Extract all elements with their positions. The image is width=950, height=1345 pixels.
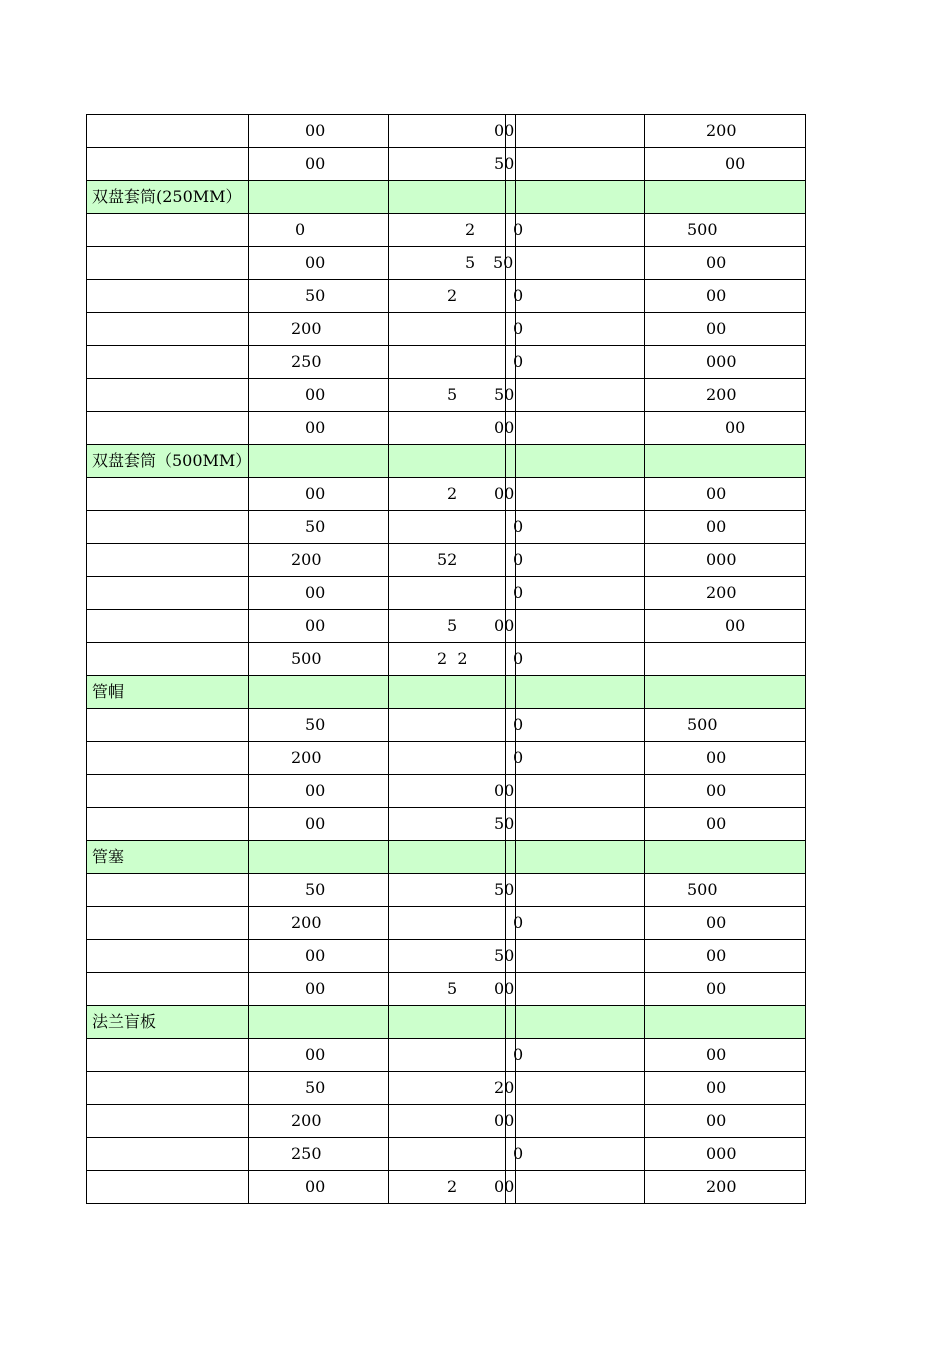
grid-line	[505, 709, 506, 742]
size-cell: 50	[305, 880, 326, 899]
size-cell: 250	[291, 352, 322, 371]
qty-cell: 200	[706, 385, 737, 404]
table-row	[86, 1138, 806, 1171]
table-row	[86, 643, 806, 676]
grid-line	[388, 841, 389, 874]
grid-line	[388, 940, 389, 973]
grid-line	[644, 280, 645, 313]
size-cell: 00	[305, 1177, 326, 1196]
qty-cell: 00	[725, 154, 746, 173]
category-cell	[87, 412, 248, 444]
qty-cell: 000	[706, 550, 737, 569]
size-cell: 50	[305, 286, 326, 305]
grid-line	[388, 1138, 389, 1171]
grid-line	[505, 181, 506, 214]
size-cell: 200	[291, 1111, 322, 1130]
grid-line	[248, 742, 249, 775]
category-cell: 双盘套筒（500MM）	[92, 451, 252, 470]
grid-line	[248, 1105, 249, 1138]
table-row	[86, 577, 806, 610]
grid-line	[505, 511, 506, 544]
table-row	[86, 478, 806, 511]
grid-line	[248, 676, 249, 709]
table-row	[86, 940, 806, 973]
qty-cell: 500	[687, 715, 718, 734]
value-cell-right: 0	[513, 286, 524, 305]
grid-line	[505, 643, 506, 676]
table-row	[86, 1039, 806, 1072]
table-row	[86, 709, 806, 742]
category-cell: 管塞	[92, 847, 125, 866]
grid-line	[644, 940, 645, 973]
grid-line	[644, 676, 645, 709]
grid-line	[515, 940, 516, 973]
category-cell	[87, 544, 248, 576]
grid-line	[248, 1072, 249, 1105]
grid-line	[505, 214, 506, 247]
grid-line	[388, 478, 389, 511]
grid-line	[644, 115, 645, 148]
grid-line	[248, 115, 249, 148]
qty-cell: 00	[706, 286, 727, 305]
qty-cell: 500	[687, 220, 718, 239]
category-cell	[87, 973, 248, 1005]
grid-line	[388, 148, 389, 181]
grid-line	[515, 247, 516, 280]
grid-line	[505, 742, 506, 775]
qty-cell: 200	[706, 121, 737, 140]
grid-line	[644, 445, 645, 478]
grid-line	[515, 676, 516, 709]
value-cell-right: 0	[513, 1144, 524, 1163]
size-cell: 250	[291, 1144, 322, 1163]
grid-line	[515, 115, 516, 148]
grid-line	[388, 709, 389, 742]
value-cell-right: 0	[513, 220, 524, 239]
category-cell	[87, 775, 248, 807]
grid-line	[644, 346, 645, 379]
qty-cell: 00	[706, 748, 727, 767]
qty-cell: 00	[706, 913, 727, 932]
grid-line	[644, 1171, 645, 1204]
size-cell: 50	[305, 517, 326, 536]
table-row	[86, 907, 806, 940]
section-header-row	[86, 1006, 806, 1039]
grid-line	[388, 511, 389, 544]
grid-line	[515, 1006, 516, 1039]
qty-cell: 00	[706, 319, 727, 338]
size-cell: 200	[291, 913, 322, 932]
category-cell: 法兰盲板	[92, 1012, 157, 1031]
grid-line	[515, 1105, 516, 1138]
grid-line	[388, 445, 389, 478]
size-cell: 200	[291, 550, 322, 569]
value-cell-left: 2	[465, 220, 476, 239]
size-cell: 00	[305, 484, 326, 503]
table-row	[86, 511, 806, 544]
qty-cell: 000	[706, 1144, 737, 1163]
grid-line	[248, 280, 249, 313]
size-cell: 00	[305, 385, 326, 404]
size-cell: 200	[291, 319, 322, 338]
table-row	[86, 1171, 806, 1204]
table-row	[86, 610, 806, 643]
grid-line	[515, 973, 516, 1006]
table-row	[86, 544, 806, 577]
category-cell	[87, 478, 248, 510]
grid-line	[388, 874, 389, 907]
table-row	[86, 1072, 806, 1105]
table-row	[86, 775, 806, 808]
grid-line	[515, 148, 516, 181]
qty-cell: 00	[706, 781, 727, 800]
grid-line	[248, 841, 249, 874]
grid-line	[248, 412, 249, 445]
value-cell-right: 0	[513, 913, 524, 932]
grid-line	[644, 610, 645, 643]
value-cell-left: 5	[465, 253, 476, 272]
grid-line	[388, 775, 389, 808]
grid-line	[388, 544, 389, 577]
value-cell-left: 2	[447, 484, 458, 503]
table-row	[86, 1105, 806, 1138]
grid-line	[644, 1006, 645, 1039]
size-cell: 200	[291, 748, 322, 767]
grid-line	[248, 214, 249, 247]
grid-line	[644, 478, 645, 511]
grid-line	[644, 313, 645, 346]
value-cell-right: 0	[513, 1045, 524, 1064]
grid-line	[388, 1171, 389, 1204]
category-cell	[87, 940, 248, 972]
grid-line	[248, 775, 249, 808]
grid-line	[388, 973, 389, 1006]
grid-line	[515, 775, 516, 808]
value-cell-right: 00	[494, 979, 515, 998]
grid-line	[248, 907, 249, 940]
value-cell-right: 00	[494, 781, 515, 800]
grid-line	[388, 1105, 389, 1138]
value-cell-right: 00	[494, 121, 515, 140]
qty-cell: 00	[706, 1078, 727, 1097]
grid-line	[388, 412, 389, 445]
grid-line	[505, 445, 506, 478]
grid-line	[644, 841, 645, 874]
qty-cell: 00	[706, 517, 727, 536]
value-cell-right: 0	[513, 352, 524, 371]
grid-line	[505, 280, 506, 313]
grid-line	[644, 1039, 645, 1072]
grid-line	[248, 1039, 249, 1072]
grid-line	[388, 313, 389, 346]
grid-line	[388, 181, 389, 214]
value-cell-right: 00	[494, 484, 515, 503]
value-cell-right: 0	[513, 517, 524, 536]
table-row	[86, 973, 806, 1006]
table-row	[86, 874, 806, 907]
category-cell	[87, 313, 248, 345]
qty-cell: 00	[725, 616, 746, 635]
grid-line	[505, 841, 506, 874]
category-cell	[87, 1105, 248, 1137]
grid-line	[248, 577, 249, 610]
grid-line	[644, 1105, 645, 1138]
value-cell-right: 0	[513, 715, 524, 734]
size-cell: 00	[305, 583, 326, 602]
grid-line	[388, 676, 389, 709]
category-cell	[87, 709, 248, 741]
grid-line	[248, 940, 249, 973]
qty-cell: 000	[706, 352, 737, 371]
value-cell-left: 2	[447, 286, 458, 305]
table-row	[86, 214, 806, 247]
grid-line	[248, 709, 249, 742]
category-cell	[87, 1171, 248, 1203]
grid-line	[248, 511, 249, 544]
grid-line	[515, 610, 516, 643]
grid-line	[248, 1006, 249, 1039]
size-cell: 50	[305, 1078, 326, 1097]
category-cell	[87, 643, 248, 675]
grid-line	[248, 1171, 249, 1204]
grid-line	[388, 214, 389, 247]
value-cell-left: 5	[447, 979, 458, 998]
grid-line	[515, 841, 516, 874]
grid-line	[388, 115, 389, 148]
grid-line	[515, 445, 516, 478]
grid-line	[644, 1072, 645, 1105]
size-cell: 00	[305, 814, 326, 833]
grid-line	[505, 544, 506, 577]
grid-line	[505, 1039, 506, 1072]
grid-line	[388, 280, 389, 313]
grid-line	[505, 676, 506, 709]
grid-line	[505, 907, 506, 940]
value-cell-right: 50	[493, 253, 514, 272]
table-row	[86, 148, 806, 181]
grid-line	[515, 478, 516, 511]
grid-line	[515, 1072, 516, 1105]
grid-line	[515, 808, 516, 841]
grid-line	[505, 346, 506, 379]
grid-line	[644, 643, 645, 676]
qty-cell: 00	[706, 946, 727, 965]
category-cell	[87, 214, 248, 246]
value-cell-right: 00	[494, 418, 515, 437]
grid-line	[248, 346, 249, 379]
table-row	[86, 808, 806, 841]
value-cell-right: 0	[513, 550, 524, 569]
qty-cell: 00	[706, 1111, 727, 1130]
value-cell-right: 50	[494, 946, 515, 965]
value-cell-right: 0	[513, 583, 524, 602]
value-cell-right: 50	[494, 385, 515, 404]
grid-line	[644, 907, 645, 940]
spreadsheet-table	[86, 114, 806, 1204]
category-cell	[87, 346, 248, 378]
grid-line	[505, 1138, 506, 1171]
grid-line	[644, 511, 645, 544]
category-cell	[87, 610, 248, 642]
grid-line	[248, 313, 249, 346]
category-cell: 管帽	[92, 682, 125, 701]
category-cell	[87, 808, 248, 840]
category-cell: 双盘套筒(250MM）	[92, 187, 242, 206]
size-cell: 00	[305, 616, 326, 635]
qty-cell: 00	[706, 979, 727, 998]
grid-line	[388, 1072, 389, 1105]
grid-line	[644, 577, 645, 610]
grid-line	[505, 1006, 506, 1039]
grid-line	[388, 907, 389, 940]
value-cell-right: 20	[494, 1078, 515, 1097]
grid-line	[248, 610, 249, 643]
category-cell	[87, 907, 248, 939]
grid-line	[248, 148, 249, 181]
category-cell	[87, 874, 248, 906]
value-cell-right: 50	[494, 880, 515, 899]
category-cell	[87, 1072, 248, 1104]
grid-line	[505, 577, 506, 610]
size-cell: 00	[305, 253, 326, 272]
grid-line	[248, 643, 249, 676]
size-cell: 00	[305, 1045, 326, 1064]
size-cell: 00	[305, 946, 326, 965]
qty-cell: 500	[687, 880, 718, 899]
grid-line	[248, 973, 249, 1006]
category-cell	[87, 247, 248, 279]
value-cell-left: 2 2	[437, 649, 468, 668]
size-cell: 00	[305, 121, 326, 140]
category-cell	[87, 379, 248, 411]
value-cell-right: 00	[494, 1111, 515, 1130]
category-cell	[87, 577, 248, 609]
grid-line	[644, 148, 645, 181]
grid-line	[515, 181, 516, 214]
value-cell-right: 50	[494, 154, 515, 173]
category-cell	[87, 148, 248, 180]
grid-line	[248, 808, 249, 841]
grid-line	[644, 247, 645, 280]
qty-cell: 00	[706, 814, 727, 833]
table-row	[86, 247, 806, 280]
qty-cell: 00	[706, 484, 727, 503]
grid-line	[644, 379, 645, 412]
value-cell-left: 5	[447, 616, 458, 635]
grid-line	[248, 181, 249, 214]
size-cell: 500	[291, 649, 322, 668]
table-row	[86, 346, 806, 379]
category-cell	[87, 742, 248, 774]
table-row	[86, 412, 806, 445]
value-cell-left: 5	[447, 385, 458, 404]
value-cell-left: 52	[437, 550, 458, 569]
value-cell-right: 50	[494, 814, 515, 833]
grid-line	[644, 808, 645, 841]
section-header-row	[86, 676, 806, 709]
qty-cell: 00	[706, 1045, 727, 1064]
table-row	[86, 313, 806, 346]
grid-line	[388, 346, 389, 379]
grid-line	[388, 1006, 389, 1039]
value-cell-right: 00	[494, 616, 515, 635]
value-cell-left: 2	[447, 1177, 458, 1196]
grid-line	[515, 412, 516, 445]
grid-line	[388, 643, 389, 676]
size-cell: 00	[305, 979, 326, 998]
grid-line	[388, 610, 389, 643]
size-cell: 0	[295, 220, 306, 239]
value-cell-right: 0	[513, 748, 524, 767]
grid-line	[644, 1138, 645, 1171]
grid-line	[388, 1039, 389, 1072]
grid-line	[248, 478, 249, 511]
value-cell-right: 0	[513, 319, 524, 338]
grid-line	[248, 544, 249, 577]
grid-line	[644, 214, 645, 247]
grid-line	[388, 379, 389, 412]
category-cell	[87, 1039, 248, 1071]
value-cell-right: 00	[494, 1177, 515, 1196]
qty-cell: 200	[706, 1177, 737, 1196]
value-cell-right: 0	[513, 649, 524, 668]
grid-line	[505, 313, 506, 346]
category-cell	[87, 115, 248, 147]
category-cell	[87, 1138, 248, 1170]
grid-line	[248, 247, 249, 280]
table-row	[86, 379, 806, 412]
category-cell	[87, 280, 248, 312]
grid-line	[515, 874, 516, 907]
qty-cell: 00	[706, 253, 727, 272]
grid-line	[644, 973, 645, 1006]
grid-line	[644, 742, 645, 775]
grid-line	[248, 379, 249, 412]
size-cell: 00	[305, 781, 326, 800]
size-cell: 00	[305, 418, 326, 437]
size-cell: 50	[305, 715, 326, 734]
grid-line	[388, 577, 389, 610]
section-header-row	[86, 841, 806, 874]
grid-line	[644, 775, 645, 808]
grid-line	[644, 874, 645, 907]
table-row	[86, 280, 806, 313]
qty-cell: 00	[725, 418, 746, 437]
grid-line	[248, 874, 249, 907]
grid-line	[644, 412, 645, 445]
grid-line	[248, 1138, 249, 1171]
grid-line	[388, 742, 389, 775]
grid-line	[515, 1171, 516, 1204]
section-header-row	[86, 445, 806, 478]
category-cell	[87, 511, 248, 543]
grid-line	[644, 544, 645, 577]
section-header-row	[86, 181, 806, 214]
grid-line	[644, 709, 645, 742]
qty-cell: 200	[706, 583, 737, 602]
table-row	[86, 115, 806, 148]
grid-line	[644, 181, 645, 214]
grid-line	[388, 808, 389, 841]
grid-line	[388, 247, 389, 280]
table-row	[86, 742, 806, 775]
grid-line	[515, 379, 516, 412]
size-cell: 00	[305, 154, 326, 173]
